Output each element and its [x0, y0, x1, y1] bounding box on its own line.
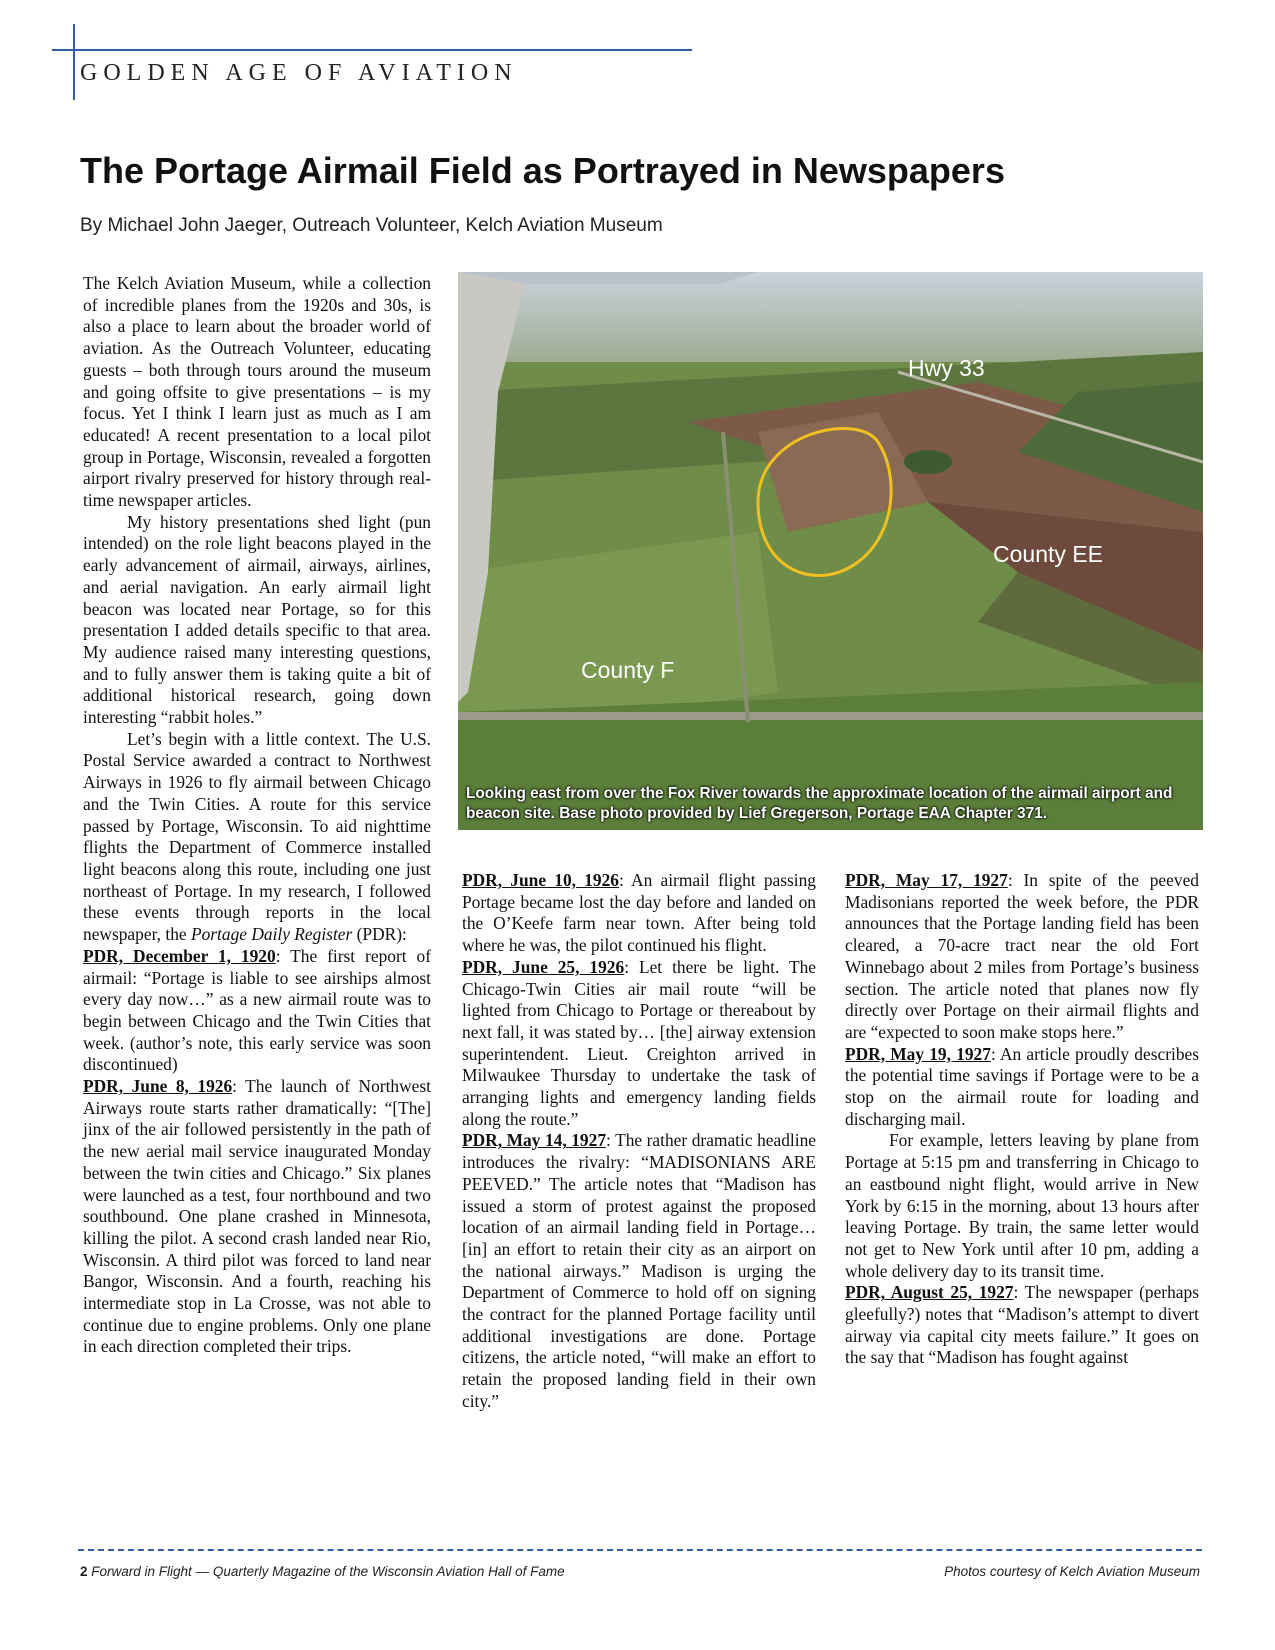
label-hwy-33: Hwy 33: [908, 355, 985, 381]
paragraph-presentations: My history presentations shed light (pun intended) on the role light beacons played in the early advancement of airmail, airways, airlines, and aerial navigation. An early airmail light beacon was located near Portage, so for this presentation I added details specific to that area. My audience raised many interesting questions, and to fully answer them is taking quite a bit of additional historical research, going down interesting “rabbit holes.”: [83, 511, 431, 728]
article-title: The Portage Airmail Field as Portrayed in Newspapers: [80, 150, 1005, 191]
entry-june-8-1926: PDR, June 8, 1926: The launch of Northwest Airways route starts rather dramatically: “[The] jinx of the air followed persistently in the path of the new aerial mail service inaugurated Monday between the twin cities and Chicago.” Six planes were launched as a test, four northbound and two southbound. One plane crashed in Minnesota, killing the pilot. A second crash landed near Rio, Wisconsin. A third pilot was forced to land near Bangor, Wisconsin. And a fourth, reaching his intermediate stop in La Crosse, was not able to continue due to engine problems. Only one plane in each direction completed their trips.: [83, 1076, 431, 1357]
footer-right: Photos courtesy of Kelch Aviation Museum: [944, 1564, 1200, 1579]
paragraph-context: Let’s begin with a little context. The U.S. Postal Service awarded a contract to Northwest Airways in 1926 to fly airmail between Chicago and the Twin Cities. A route for this service passed by Portage, Wisconsin. To aid nighttime flights the Department of Commerce installed light beacons along this route, including one just northeast of Portage. In my research, I followed these events through reports in the local newspaper, the Portage Daily Register (PDR):: [83, 728, 431, 945]
entry-heading: PDR, June 10, 1926: [462, 870, 619, 890]
label-county-ee: County EE: [993, 541, 1103, 567]
entry-may-14-1927: PDR, May 14, 1927: The rather dramatic headline introduces the rivalry: “MADISONIANS ARE PEEVED.” The article notes that “Madison has issued a storm of protest against the proposed location of an airmail landing field in Portage…[in] an effort to retain their city as an airport on the national airways.” Madison is urging the Department of Commerce to hold off on signing the contract for the planned Portage facility until additional investigations are done. Portage citizens, the article noted, “will make an effort to retain the proposed landing field in their own city.”: [462, 1130, 816, 1411]
footer-rule: [78, 1549, 1202, 1551]
footer-left: [80, 1564, 565, 1579]
entry-heading: PDR, June 25, 1926: [462, 956, 625, 977]
newspaper-name: Portage Daily Register: [190, 924, 353, 945]
aerial-photo: [458, 272, 1203, 830]
entry-heading: PDR, August 25, 1927: [845, 1282, 1014, 1303]
section-label: GOLDEN AGE OF AVIATION: [80, 60, 518, 86]
entry-may-17-1927: PDR, May 17, 1927: In spite of the peeved Madisonians reported the week before, the PDR announces that the Portage landing field has been cleared, a 70-acre tract near the old Fort Winnebago about 2 miles from Portage’s business section. The article noted that planes now fly directly over Portage on their airmail flights and are “expected to soon make stops here.”: [845, 870, 1199, 1042]
entry-heading: PDR, June 8, 1926: [83, 1076, 233, 1097]
entry-june-25-1926: PDR, June 25, 1926: Let there be light. The Chicago-Twin Cities air mail route “will be lighted from Chicago to Portage or thereabout by next fall, it was stated by… [the] airway extension superintendent. Lieut. Creighton arrived in Milwaukee Thursday to undertake the task of arranging lights and emergency landing fields along the route.”: [462, 956, 816, 1129]
entry-heading: PDR, May 17, 1927: [845, 870, 1008, 890]
column-1: [83, 273, 431, 1358]
page-number: 2: [80, 1564, 88, 1579]
article-byline: By Michael John Jaeger, Outreach Volunteer, Kelch Aviation Museum: [80, 215, 663, 236]
entry-aug-25-1927: PDR, August 25, 1927: The newspaper (perhaps gleefully?) notes that “Madison’s attempt to divert airway via capital city meets failure.” It goes on the say that “Madison has fought against: [845, 1282, 1199, 1368]
entry-may-19-1927: PDR, May 19, 1927: An article proudly describes the potential time savings if Portage were to be a stop on the airmail route for loading and discharging mail.: [845, 1043, 1199, 1129]
header-rule: [52, 49, 692, 51]
header-rule-vertical: [73, 24, 75, 100]
paragraph-example: For example, letters leaving by plane from Portage at 5:15 pm and transferring in Chicago to an eastbound night flight, would arrive in New York by 6:15 in the morning, about 13 hours after leaving Portage. By train, the same letter would not get to New York until after 10 pm, adding a whole delivery day to its transit time.: [845, 1130, 1199, 1281]
entry-heading: PDR, May 14, 1927: [462, 1130, 607, 1151]
label-county-f: County F: [581, 657, 675, 683]
magazine-name: Forward in Flight — Quarterly Magazine of the Wisconsin Aviation Hall of Fame: [91, 1564, 565, 1579]
entry-heading: PDR, December 1, 1920: [83, 945, 276, 966]
column-3: [845, 870, 1199, 1369]
entry-dec-1920: PDR, December 1, 1920: The first report of airmail: “Portage is liable to see airships almost every day now…” as a new airmail route was to begin between Chicago and the Twin Cities that week. (author’s note, this early service was soon discontinued): [83, 945, 432, 1075]
entry-heading: PDR, May 19, 1927: [845, 1043, 991, 1064]
aerial-photo-illustration: [458, 272, 1203, 830]
paragraph-intro: The Kelch Aviation Museum, while a collection of incredible planes from the 1920s and 30s, is also a place to learn about the broader world of aviation. As the Outreach Volunteer, educating guests – both through tours around the museum and going offsite to give presentations – is my focus. Yet I think I learn just as much as I am educated! A recent presentation to a local pilot group in Portage, Wisconsin, revealed a forgotten airport rivalry preserved for history through real-time newspaper articles.: [83, 273, 431, 511]
entry-june-10-1926: PDR, June 10, 1926: An airmail flight passing Portage became lost the day before and landed on the O’Keefe farm near town. After being told where he was, the pilot continued his flight.: [462, 870, 816, 956]
photo-caption: Looking east from over the Fox River towards the approximate location of the airmail airport and beacon site. Base photo provided by Lief Gregerson, Portage EAA Chapter 371.: [466, 785, 1173, 822]
column-2: [462, 870, 816, 1413]
